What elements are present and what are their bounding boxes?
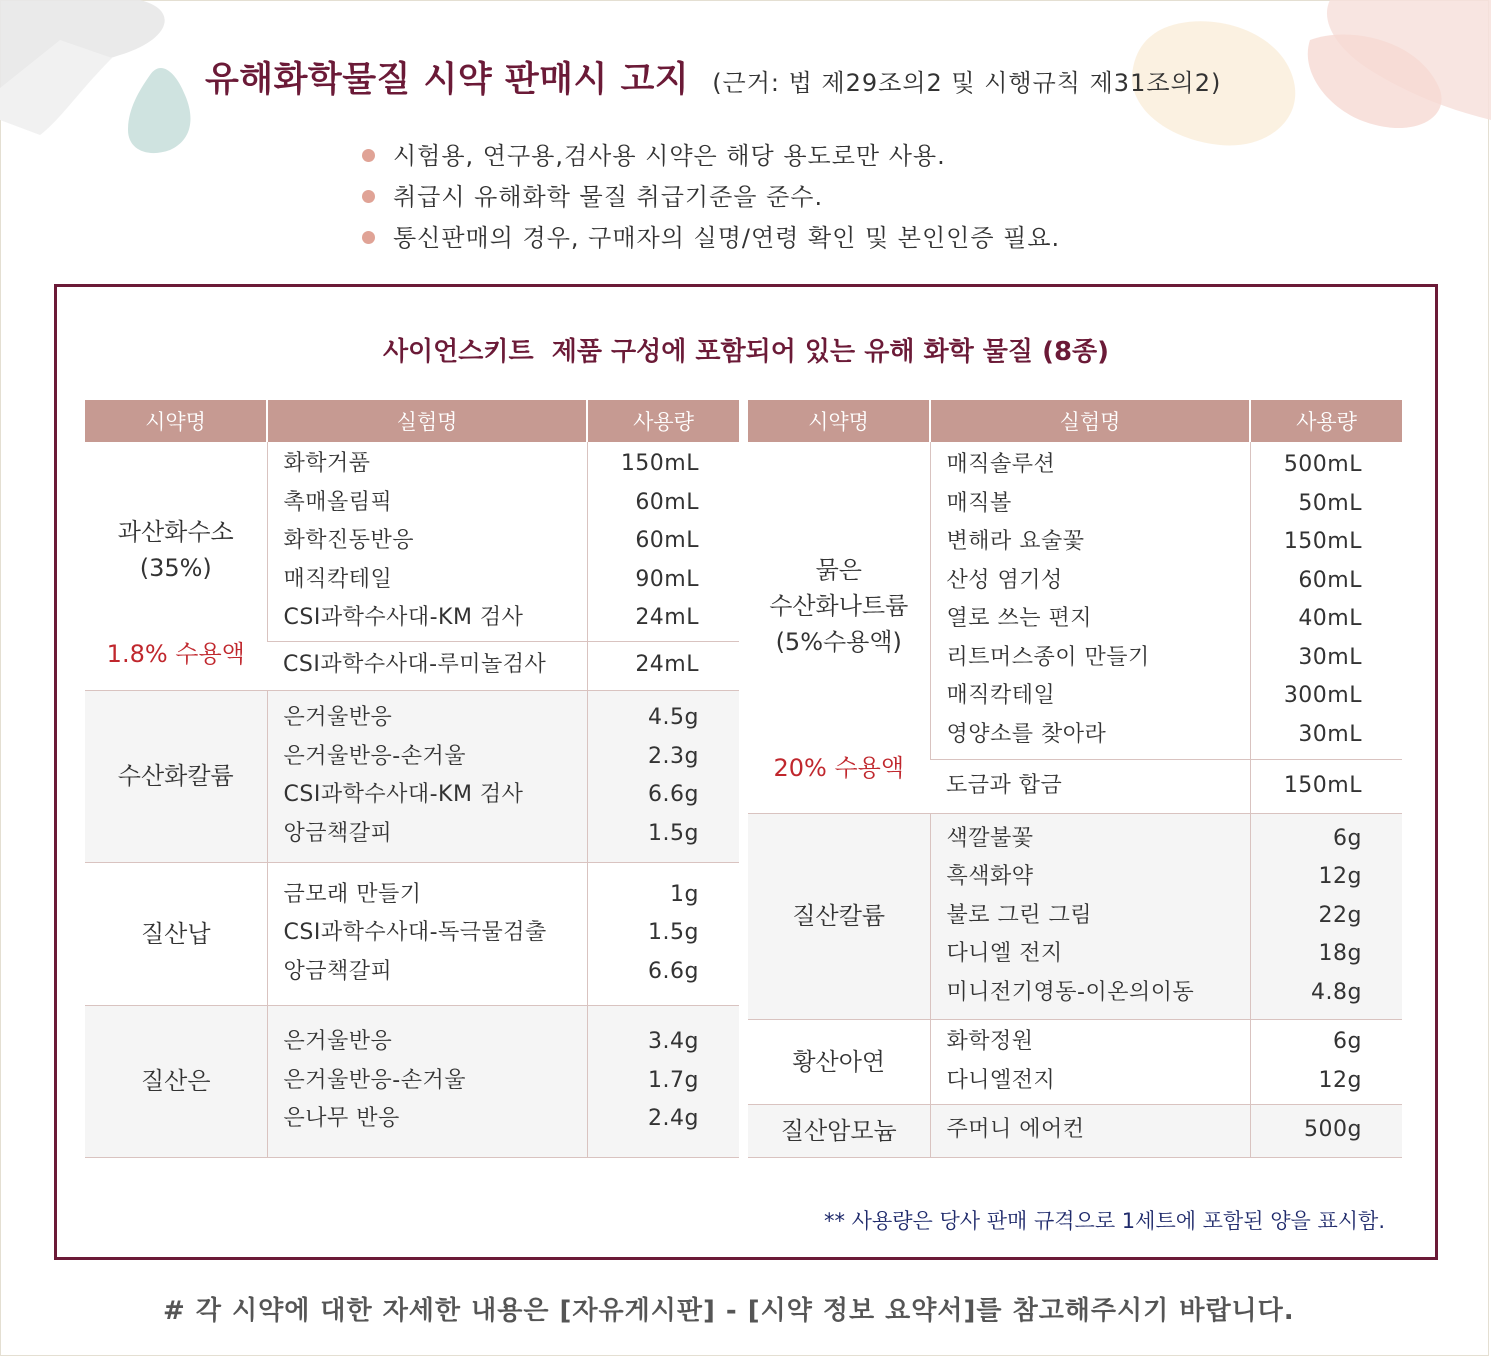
amount-cell: 6g 12g bbox=[1250, 1019, 1402, 1104]
reagent-cell: 질산납 bbox=[85, 862, 267, 1005]
table-row bbox=[85, 442, 739, 641]
experiment-cell: 도금과 합금 bbox=[930, 759, 1250, 813]
left-reagent-table bbox=[85, 400, 739, 1158]
amount-cell: 150mL bbox=[1250, 759, 1402, 813]
experiment-cell: 화학정원 다니엘전지 bbox=[930, 1019, 1250, 1104]
page-title: 유해화학물질 시약 판매시 고지 bbox=[205, 60, 690, 100]
table-row bbox=[85, 690, 739, 862]
experiment-cell: 매직솔루션 매직볼 변해라 요술꽃 산성 염기성 열로 쓰는 편지 리트머스종이 만들기 매직칵테일 영양소를 찾아라 bbox=[930, 442, 1250, 759]
experiment-cell: 화학거품 촉매올림픽 화학진동반응 매직칵테일 CSI과학수사대-KM 검사 bbox=[267, 442, 587, 641]
table-row bbox=[748, 1104, 1402, 1157]
amount-cell: 150mL 60mL 60mL 90mL 24mL bbox=[587, 442, 739, 641]
table-row bbox=[748, 442, 1402, 759]
table-row bbox=[748, 1019, 1402, 1104]
box-title: 사이언스키트 제품 구성에 포함되어 있는 유해 화학 물질 (8종) bbox=[382, 337, 1110, 367]
bullet-dot-icon bbox=[362, 190, 375, 203]
legal-basis: (근거: 법 제29조의2 및 시행규칙 제31조의2) bbox=[712, 69, 1222, 97]
list-item: 시험용, 연구용,검사용 시약은 해당 용도로만 사용. bbox=[362, 136, 1060, 177]
concentration-note: 20% 수용액 bbox=[773, 754, 905, 782]
concentration-note: 1.8% 수용액 bbox=[106, 640, 245, 668]
reagent-cell: 묽은 수산화나트륨 (5%수용액) 20% 수용액 bbox=[748, 442, 930, 813]
table-row bbox=[85, 1005, 739, 1157]
list-item: 통신판매의 경우, 구매자의 실명/연령 확인 및 본인인증 필요. bbox=[362, 218, 1060, 259]
table-row bbox=[85, 862, 739, 1005]
right-reagent-table bbox=[748, 400, 1402, 1158]
column-header-amount: 사용량 bbox=[587, 400, 739, 442]
experiment-cell: 은거울반응 은거울반응-손거울 CSI과학수사대-KM 검사 앙금책갈피 bbox=[267, 690, 587, 862]
footnote: ** 사용량은 당사 판매 규격으로 1세트에 포함된 양을 표시함. bbox=[823, 1209, 1385, 1233]
column-header-experiment: 실험명 bbox=[267, 400, 587, 442]
notice-list bbox=[362, 136, 1060, 259]
bottom-note: # 각 시약에 대한 자세한 내용은 [자유게시판] - [시약 정보 요약서]를 참고해주시기 바랍니다. bbox=[163, 1296, 1295, 1326]
amount-cell: 6g 12g 22g 18g 4.8g bbox=[1250, 813, 1402, 1019]
amount-cell: 500mL 50mL 150mL 60mL 40mL 30mL 300mL 30mL bbox=[1250, 442, 1402, 759]
experiment-cell: 주머니 에어컨 bbox=[930, 1104, 1250, 1157]
bullet-dot-icon bbox=[362, 231, 375, 244]
bullet-dot-icon bbox=[362, 149, 375, 162]
amount-cell: 4.5g 2.3g 6.6g 1.5g bbox=[587, 690, 739, 862]
experiment-cell: 금모래 만들기 CSI과학수사대-독극물검출 앙금책갈피 bbox=[267, 862, 587, 1005]
reagent-cell: 질산암모늄 bbox=[748, 1104, 930, 1157]
reagent-cell: 수산화칼륨 bbox=[85, 690, 267, 862]
list-item: 취급시 유해화학 물질 취급기준을 준수. bbox=[362, 177, 1060, 218]
column-header-experiment: 실험명 bbox=[930, 400, 1250, 442]
table-row bbox=[748, 813, 1402, 1019]
column-header-amount: 사용량 bbox=[1250, 400, 1402, 442]
amount-cell: 3.4g 1.7g 2.4g bbox=[587, 1005, 739, 1157]
reagent-cell: 질산칼륨 bbox=[748, 813, 930, 1019]
decorative-shapes-left bbox=[0, 0, 220, 170]
column-header-reagent: 시약명 bbox=[85, 400, 267, 442]
column-header-reagent: 시약명 bbox=[748, 400, 930, 442]
amount-cell: 24mL bbox=[587, 641, 739, 690]
amount-cell: 1g 1.5g 6.6g bbox=[587, 862, 739, 1005]
reagent-cell: 과산화수소 (35%) 1.8% 수용액 bbox=[85, 442, 267, 690]
reagent-cell: 질산은 bbox=[85, 1005, 267, 1157]
experiment-cell: 색깔불꽃 흑색화약 불로 그린 그림 다니엘 전지 미니전기영동-이온의이동 bbox=[930, 813, 1250, 1019]
experiment-cell: 은거울반응 은거울반응-손거울 은나무 반응 bbox=[267, 1005, 587, 1157]
experiment-cell: CSI과학수사대-루미놀검사 bbox=[267, 641, 587, 690]
reagent-cell: 황산아연 bbox=[748, 1019, 930, 1104]
amount-cell: 500g bbox=[1250, 1104, 1402, 1157]
title-row bbox=[205, 52, 1221, 102]
hazardous-chemicals-box bbox=[54, 284, 1438, 1260]
